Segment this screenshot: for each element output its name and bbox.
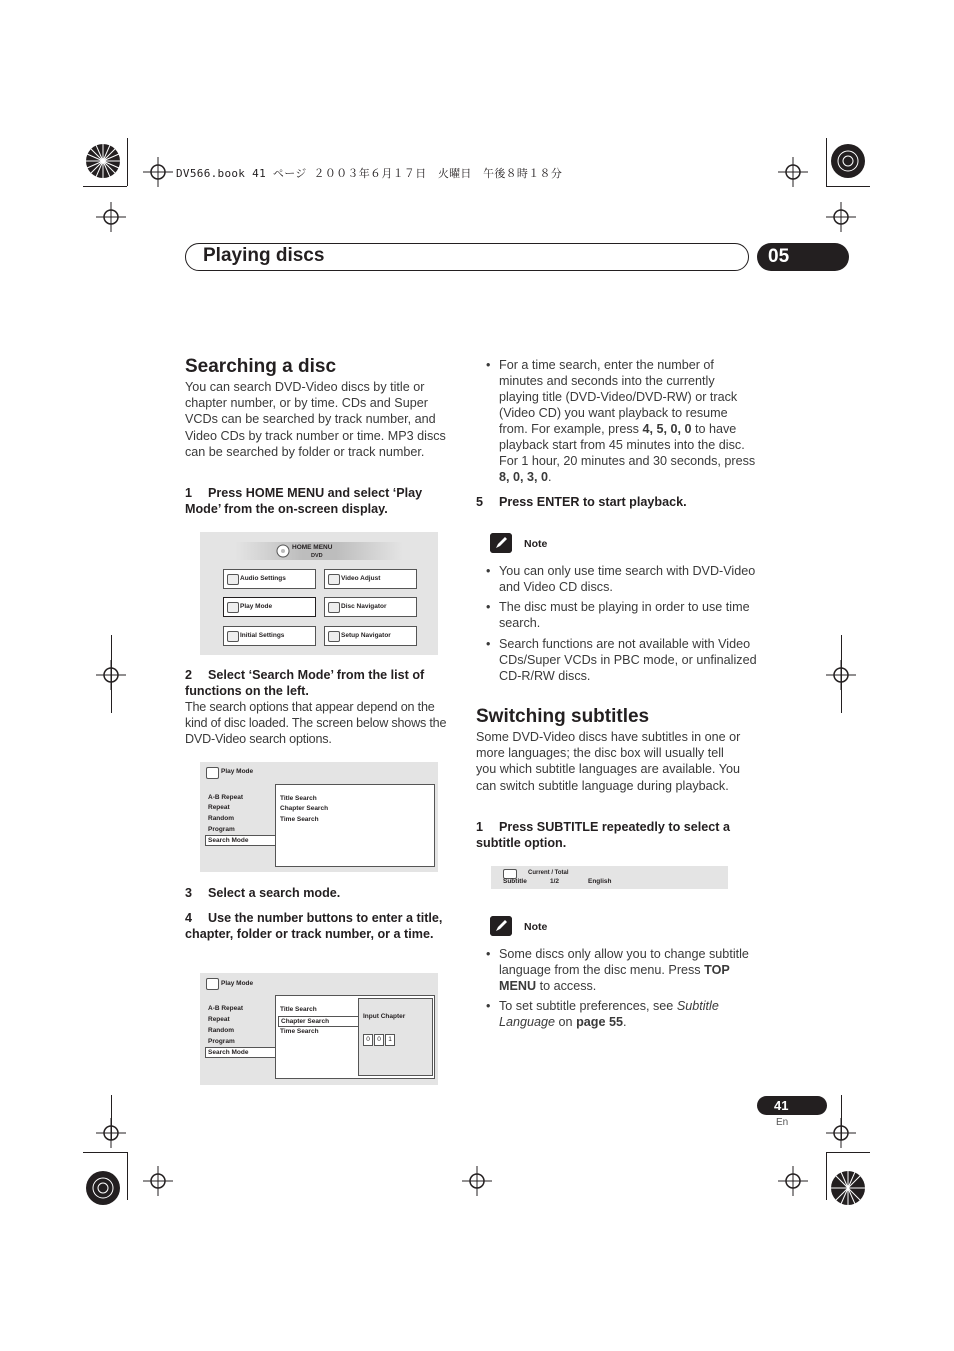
selected-item[interactable]: Search Mode <box>205 835 276 846</box>
chapter-input[interactable] <box>363 1028 396 1046</box>
registration-burst-icon <box>830 1170 866 1206</box>
menu-audio-settings[interactable]: Audio Settings <box>223 569 316 589</box>
step-text: Select a search mode. <box>208 886 341 900</box>
list-item[interactable]: Title Search <box>280 795 317 802</box>
search-options-panel <box>275 784 435 867</box>
menu-setup-navigator[interactable]: Setup Navigator <box>324 626 417 646</box>
list-item[interactable]: Program <box>208 1038 235 1045</box>
chapter-number: 05 <box>757 243 849 271</box>
step-number: 1 <box>476 820 484 834</box>
crosshair-icon <box>143 157 173 187</box>
play-mode-icon <box>227 602 239 613</box>
crosshair-icon <box>826 202 856 232</box>
subtitle-step-1 <box>476 819 746 851</box>
video-icon <box>328 574 340 585</box>
note-item: • Some discs only allow you to change subtitle language from the disc menu. Press TOP MENU to access. <box>486 946 757 994</box>
step-5 <box>476 494 746 510</box>
disc-navigator-icon <box>328 602 340 613</box>
disc-icon <box>276 544 290 558</box>
list-item[interactable]: Chapter Search <box>280 805 329 812</box>
home-menu-screen <box>200 532 438 655</box>
crosshair-icon <box>96 202 126 232</box>
note-item: • Search functions are not available with Video CDs/Super VCDs in PBC mode, or unfinalized CD-R/RW discs. <box>486 636 757 684</box>
step-3 <box>185 885 455 901</box>
note-item: • To set subtitle preferences, see Subtitle Language on page 55. <box>486 998 757 1030</box>
searching-intro: You can search DVD-Video discs by title or chapter number, or by time. CDs and Super VCDs can be searched by track number, and Video CDs by track number or time. MP3 discs can be searched by folder or track number. <box>185 380 446 459</box>
list-item[interactable]: Time Search <box>280 816 319 823</box>
input-digit: 0 <box>363 1034 373 1046</box>
subtitles-heading: Switching subtitles <box>476 706 650 727</box>
registration-burst-icon <box>830 143 866 179</box>
step-2-body: The search options that appear depend on the kind of disc loaded. The screen below shows the DVD-Video search options. <box>185 700 447 747</box>
page-number: 41 <box>757 1096 827 1115</box>
osd-value: 1/2 <box>550 878 560 885</box>
registration-burst-icon <box>85 143 121 179</box>
home-menu-title: HOME MENU <box>292 544 333 551</box>
step-text: Press HOME MENU and select ‘Play Mode’ from the on-screen display. <box>185 486 423 516</box>
setup-navigator-icon <box>328 631 340 642</box>
time-search-bullet: • For a time search, enter the number of minutes and seconds into the currently playing title (DVD-Video/DVD-RW) or track (Video CD) you want playback to resume from. For example, press 4, 5, 0, 0 to have playback start from 45 minutes into the disc. For 1 hour, 20 minutes and 30 seconds, press 8, 0, 3, 0. <box>486 357 757 485</box>
list-item[interactable]: A-B Repeat <box>208 1005 244 1012</box>
play-mode-title: Play Mode <box>221 768 254 775</box>
crosshair-icon <box>778 157 808 187</box>
step-text: Press SUBTITLE repeatedly to select a subtitle option. <box>476 820 730 850</box>
list-item[interactable]: Time Search <box>280 1028 319 1035</box>
key-sequence: 8, 0, 3, 0 <box>499 470 549 484</box>
menu-video-adjust[interactable]: Video Adjust <box>324 569 417 589</box>
step-number: 1 <box>185 486 193 500</box>
home-menu-subtitle: DVD <box>311 553 323 559</box>
audio-icon <box>227 574 239 585</box>
pencil-icon <box>490 533 512 553</box>
note-label: Note <box>524 921 548 933</box>
input-chapter-label: Input Chapter <box>363 1013 406 1020</box>
note-item: • You can only use time search with DVD-Video and Video CD discs. <box>486 563 757 595</box>
step-number: 4 <box>185 911 193 925</box>
language-code: En <box>776 1117 789 1128</box>
crosshair-icon <box>143 1166 173 1196</box>
search-options-panel <box>275 995 435 1079</box>
page-title: Playing discs <box>203 245 325 266</box>
list-item[interactable]: Random <box>208 815 234 822</box>
menu-initial-settings[interactable]: Initial Settings <box>223 626 316 646</box>
print-info: DV566.book 41 ページ ２００３年６月１７日 火曜日 午後８時１８分 <box>176 167 563 180</box>
list-item[interactable]: Title Search <box>280 1006 317 1013</box>
menu-play-mode[interactable]: Play Mode <box>223 597 316 617</box>
play-mode-screen <box>200 762 438 872</box>
settings-icon <box>227 631 239 642</box>
list-item[interactable]: Repeat <box>208 804 230 811</box>
step-text: Use the number buttons to enter a title, chapter, folder or track number, or a time. <box>185 911 443 941</box>
key-sequence: 4, 5, 0, 0 <box>642 422 692 436</box>
osd-header: Current / Total <box>528 870 569 876</box>
page-reference[interactable]: page 55 <box>576 1015 623 1029</box>
cross-reference[interactable]: Subtitle Language <box>499 999 719 1029</box>
note-label: Note <box>524 538 548 550</box>
step-text: Press ENTER to start playback. <box>499 495 687 509</box>
list-item[interactable]: A-B Repeat <box>208 794 244 801</box>
osd-language: English <box>588 878 612 885</box>
input-digit: 1 <box>385 1034 395 1046</box>
crosshair-icon <box>462 1166 492 1196</box>
step-number: 2 <box>185 668 193 682</box>
selected-item[interactable]: Search Mode <box>205 1047 276 1058</box>
step-1 <box>185 485 455 517</box>
selected-option[interactable]: Chapter Search <box>278 1016 360 1027</box>
registration-burst-icon <box>85 1170 121 1206</box>
list-item[interactable]: Random <box>208 1027 234 1034</box>
input-chapter-panel <box>358 998 433 1076</box>
list-item[interactable]: Repeat <box>208 1016 230 1023</box>
step-number: 5 <box>476 495 484 509</box>
menu-disc-navigator[interactable]: Disc Navigator <box>324 597 417 617</box>
crosshair-icon <box>778 1166 808 1196</box>
subtitles-intro: Some DVD-Video discs have subtitles in one or more languages; the disc box will usually tell you which subtitle languages are available. You can switch subtitle language during playback. <box>476 730 741 793</box>
subtitle-osd <box>491 866 728 889</box>
note-item: • The disc must be playing in order to use time search. <box>486 599 757 631</box>
list-item[interactable]: Program <box>208 826 235 833</box>
step-2 <box>185 667 455 699</box>
key-name: TOP MENU <box>499 963 730 993</box>
play-mode-icon <box>206 978 219 990</box>
play-mode-icon <box>206 767 219 779</box>
play-mode-title: Play Mode <box>221 980 254 987</box>
step-number: 3 <box>185 886 193 900</box>
osd-label: Subtitle <box>503 878 527 885</box>
searching-heading: Searching a disc <box>185 356 337 377</box>
step-text: Select ‘Search Mode’ from the list of functions on the left. <box>185 668 425 698</box>
input-digit: 0 <box>374 1034 384 1046</box>
step-4 <box>185 910 455 942</box>
chapter-search-screen <box>200 973 438 1085</box>
pencil-icon <box>490 916 512 936</box>
